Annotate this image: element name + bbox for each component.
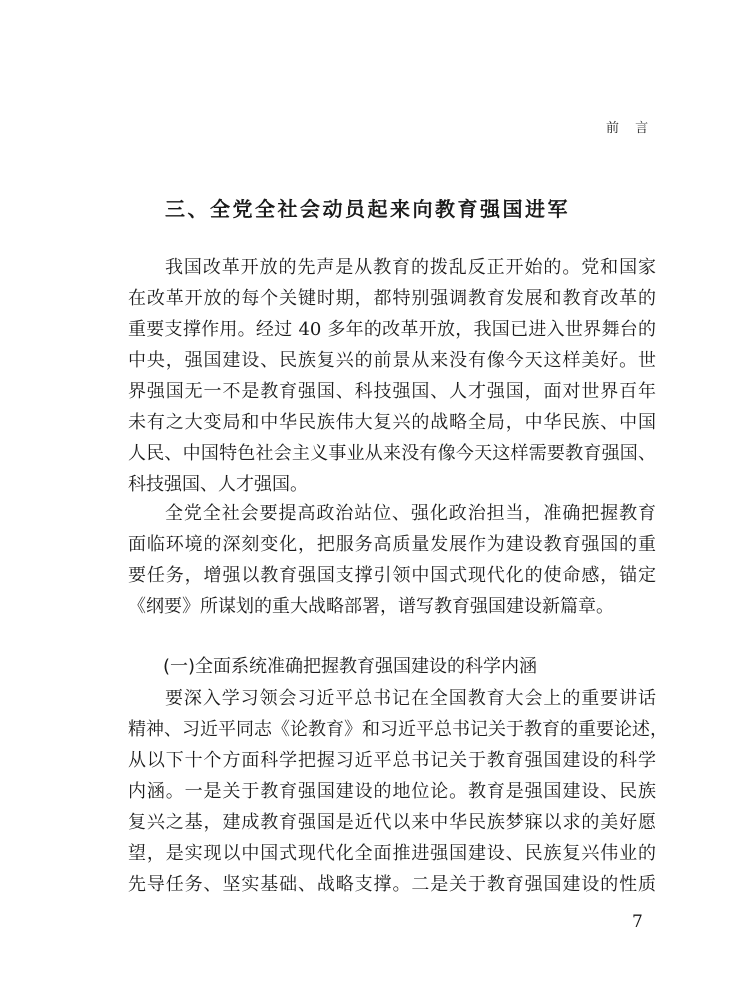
text-line: 内涵。一是关于教育强国建设的地位论。教育是强国建设、民族 [128, 781, 656, 802]
text-line: 要深入学习领会习近平总书记在全国教育大会上的重要讲话 [165, 688, 656, 709]
section-title: 三、全党全社会动员起来向教育强国进军 [165, 197, 570, 221]
running-header: 前 言 [606, 121, 655, 136]
text-line: 复兴之基，建成教育强国是近代以来中华民族梦寐以求的美好愿 [128, 812, 656, 833]
subsection-title: (一)全面系统准确把握教育强国建设的科学内涵 [163, 656, 538, 677]
text-line: 界强国无一不是教育强国、科技强国、人才强国，面对世界百年 [128, 381, 656, 402]
paragraph-1 [128, 252, 656, 500]
page-number: 7 [632, 912, 643, 932]
text-line: 我国改革开放的先声是从教育的拨乱反正开始的。党和国家 [165, 257, 656, 278]
text-line: 重要支撑作用。经过 40 多年的改革开放，我国已进入世界舞台的 [128, 319, 656, 340]
paragraph-3 [128, 683, 668, 900]
text-line: 《纲要》所谋划的重大战略部署，谱写教育强国建设新篇章。 [128, 596, 614, 617]
text-line: 中央，强国建设、民族复兴的前景从来没有像今天这样美好。世 [128, 350, 656, 371]
text-line: 未有之大变局和中华民族伟大复兴的战略全局，中华民族、中国 [128, 412, 656, 433]
text-line: 在改革开放的每个关键时期，都特别强调教育发展和教育改革的 [128, 288, 656, 309]
text-line: 人民、中国特色社会主义事业从来没有像今天这样需要教育强国、 [128, 443, 656, 464]
text-line: 先导任务、坚实基础、战略支撑。二是关于教育强国建设的性质 [128, 874, 656, 895]
text-line: 从以下十个方面科学把握习近平总书记关于教育强国建设的科学 [128, 750, 656, 771]
text-line: 精神、习近平同志《论教育》和习近平总书记关于教育的重要论述， [128, 719, 668, 740]
text-line: 科技强国、人才强国。 [128, 474, 308, 495]
text-line: 望，是实现以中国式现代化全面推进强国建设、民族复兴伟业的 [128, 843, 656, 864]
text-line: 全党全社会要提高政治站位、强化政治担当，准确把握教育 [165, 503, 656, 524]
text-line: 要任务，增强以教育强国支撑引领中国式现代化的使命感，锚定 [128, 565, 656, 586]
paragraph-2 [128, 498, 656, 622]
text-line: 面临环境的深刻变化，把服务高质量发展作为建设教育强国的重 [128, 534, 656, 555]
